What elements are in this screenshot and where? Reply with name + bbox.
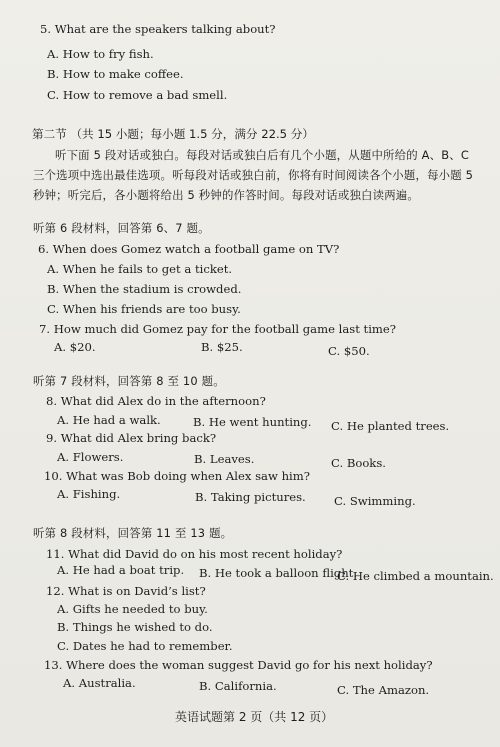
q8-option-a: A. He had a walk. [57, 413, 161, 427]
q11-option-a: A. He had a boat trip. [57, 563, 185, 577]
q9-stem: 9. What did Alex bring back? [46, 431, 217, 445]
q12-stem: 12. What is on David’s list? [46, 584, 206, 598]
q13-option-b: B. California. [199, 679, 277, 693]
material7-intro: 听第 7 段材料，回答第 8 至 10 题。 [33, 374, 225, 388]
q6-option-a: A. When he fails to get a ticket. [47, 262, 233, 276]
q10-option-a: A. Fishing. [57, 487, 121, 501]
q9-option-c: C. Books. [331, 456, 386, 470]
q6-option-c: C. When his friends are too busy. [47, 302, 241, 316]
q13-option-c: C. The Amazon. [337, 683, 430, 697]
q8-option-b: B. He went hunting. [193, 415, 312, 429]
q13-stem: 13. Where does the woman suggest David go for his next holiday? [44, 658, 433, 672]
q6-option-b: B. When the stadium is crowded. [47, 282, 242, 296]
q5-stem: 5. What are the speakers talking about? [40, 22, 276, 36]
q10-option-c: C. Swimming. [334, 494, 416, 508]
q8-stem: 8. What did Alex do in the afternoon? [46, 394, 266, 408]
q5-option-b: B. How to make coffee. [47, 67, 184, 81]
q11-option-b: B. He took a balloon flight. [199, 566, 358, 580]
q9-option-a: A. Flowers. [57, 450, 124, 464]
q7-option-a: A. $20. [54, 340, 96, 354]
section2-instruction-3: 秒钟；听完后，各小题将给出 5 秒钟的作答时间。每段对话或独白读两遍。 [33, 188, 419, 202]
page-footer: 英语试题第 2 页（共 12 页） [175, 710, 334, 724]
q12-option-b: B. Things he wished to do. [57, 620, 213, 634]
q7-option-b: B. $25. [201, 340, 243, 354]
q12-option-c: C. Dates he had to remember. [57, 639, 233, 653]
section2-heading: 第二节 （共 15 小题；每小题 1.5 分，满分 22.5 分） [32, 127, 314, 141]
q12-option-a: A. Gifts he needed to buy. [57, 602, 208, 616]
section2-instruction-2: 三个选项中选出最佳选项。听每段对话或独白前，你将有时间阅读各个小题，每小题 5 [33, 168, 474, 182]
material6-intro: 听第 6 段材料，回答第 6、7 题。 [33, 221, 210, 235]
q10-option-b: B. Taking pictures. [195, 490, 306, 504]
q11-stem: 11. What did David do on his most recent holiday? [46, 547, 343, 561]
q5-option-c: C. How to remove a bad smell. [47, 88, 228, 102]
q10-stem: 10. What was Bob doing when Alex saw him? [44, 469, 310, 483]
q11-option-c: C. He climbed a mountain. [337, 569, 494, 583]
section2-instruction-1: 听下面 5 段对话或独白。每段对话或独白后有几个小题，从题中所给的 A、B、C [55, 148, 469, 162]
q13-option-a: A. Australia. [63, 676, 136, 690]
q7-stem: 7. How much did Gomez pay for the football game last time? [39, 322, 396, 336]
q5-option-a: A. How to fry fish. [47, 47, 154, 61]
q8-option-c: C. He planted trees. [331, 419, 450, 433]
q9-option-b: B. Leaves. [194, 452, 255, 466]
material8-intro: 听第 8 段材料，回答第 11 至 13 题。 [33, 526, 233, 540]
q6-stem: 6. When does Gomez watch a football game on TV? [38, 242, 340, 256]
q7-option-c: C. $50. [328, 344, 370, 358]
